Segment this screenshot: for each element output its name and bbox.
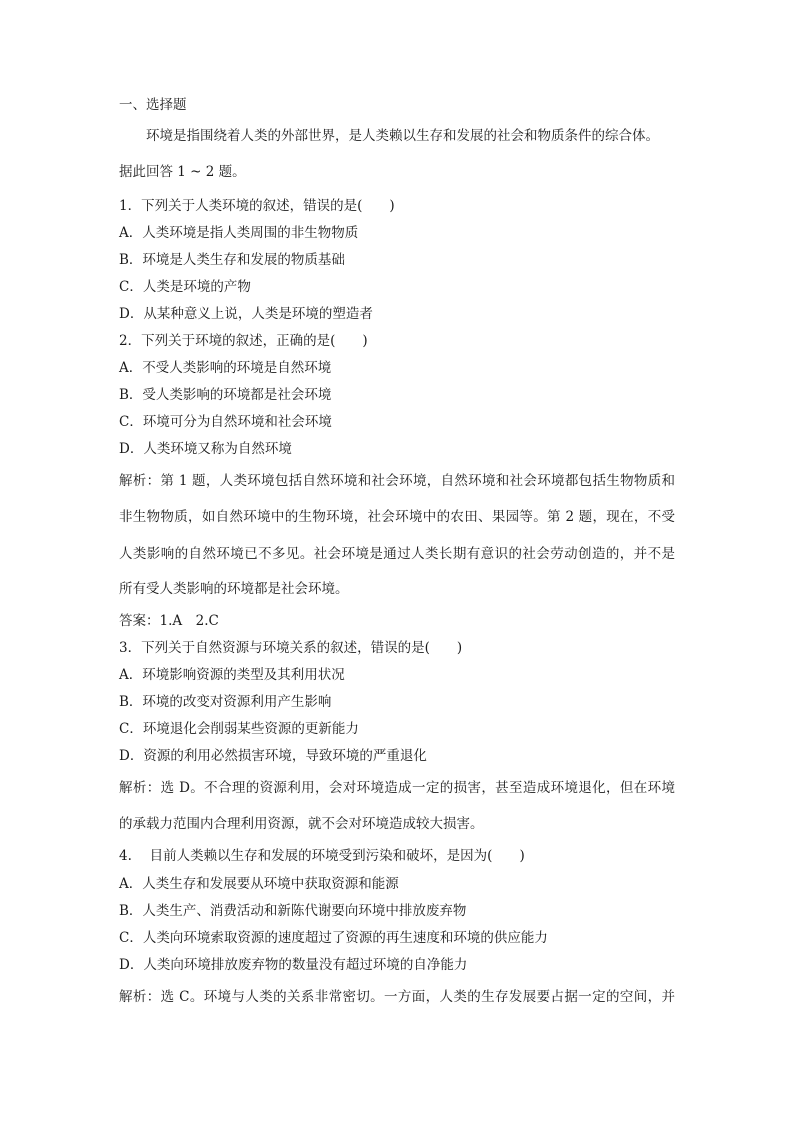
question-2-option-c: C．环境可分为自然环境和社会环境 [119, 414, 332, 430]
question-3-option-b: B．环境的改变对资源利用产生影响 [119, 694, 332, 710]
question-3-option-a: A．环境影响资源的类型及其利用状况 [119, 667, 345, 683]
question-4-stem: 4. 目前人类赖以生存和发展的环境受到污染和破坏，是因为( ) [119, 848, 525, 864]
question-1-option-b: B．环境是人类生存和发展的物质基础 [119, 252, 345, 268]
analysis-3-line-2: 的承载力范围内合理利用资源，就不会对环境造成较大损害。 [119, 816, 484, 832]
question-3-option-c: C．环境退化会削弱某些资源的更新能力 [119, 721, 359, 737]
analysis-3-line-1: 解析：选 D。不合理的资源利用，会对环境造成一定的损害，甚至造成环境退化，但在环境 [119, 780, 675, 796]
question-2-option-a: A．不受人类影响的环境是自然环境 [119, 360, 332, 376]
question-1-option-d: D．从某种意义上说，人类是环境的塑造者 [119, 306, 373, 322]
analysis-4-line-1: 解析：选 C。环境与人类的关系非常密切。一方面，人类的生存发展要占据一定的空间，并 [119, 989, 675, 1005]
section-heading: 一、选择题 [119, 97, 187, 113]
question-2-option-d: D．人类环境又称为自然环境 [119, 441, 292, 457]
question-1-stem: 1．下列关于人类环境的叙述，错误的是( ) [119, 198, 395, 214]
question-1-option-a: A．人类环境是指人类周围的非生物物质 [119, 225, 359, 241]
question-4-option-b: B．人类生产、消费活动和新陈代谢要向环境中排放废弃物 [119, 903, 467, 919]
intro-line-1: 环境是指围绕着人类的外部世界，是人类赖以生存和发展的社会和物质条件的综合体。 [146, 128, 659, 144]
question-2-stem: 2．下列关于环境的叙述，正确的是( ) [119, 333, 368, 349]
question-2-option-b: B．受人类影响的环境都是社会环境 [119, 387, 332, 403]
analysis-1-2-line-4: 所有受人类影响的环境都是社会环境。 [119, 581, 349, 597]
analysis-1-2-line-1: 解析：第 1 题，人类环境包括自然环境和社会环境，自然环境和社会环境都包括生物物质和 [119, 473, 675, 489]
question-3-option-d: D．资源的利用必然损害环境，导致环境的严重退化 [119, 748, 427, 764]
question-1-option-c: C．人类是环境的产物 [119, 279, 251, 295]
answer-1-2: 答案：1.A 2.C [119, 613, 219, 629]
analysis-1-2-line-2: 非生物物质，如自然环境中的生物环境，社会环境中的农田、果园等。第 2 题，现在，不受 [119, 509, 675, 525]
intro-line-2: 据此回答 1 ~ 2 题。 [119, 164, 246, 180]
question-4-option-c: C．人类向环境索取资源的速度超过了资源的再生速度和环境的供应能力 [119, 930, 548, 946]
question-4-option-a: A．人类生存和发展要从环境中获取资源和能源 [119, 876, 399, 892]
analysis-1-2-line-3: 人类影响的自然环境已不多见。社会环境是通过人类长期有意识的社会劳动创造的，并不是 [119, 546, 675, 562]
question-4-option-d: D．人类向环境排放废弃物的数量没有超过环境的自净能力 [119, 957, 468, 973]
question-3-stem: 3．下列关于自然资源与环境关系的叙述，错误的是( ) [119, 640, 463, 656]
